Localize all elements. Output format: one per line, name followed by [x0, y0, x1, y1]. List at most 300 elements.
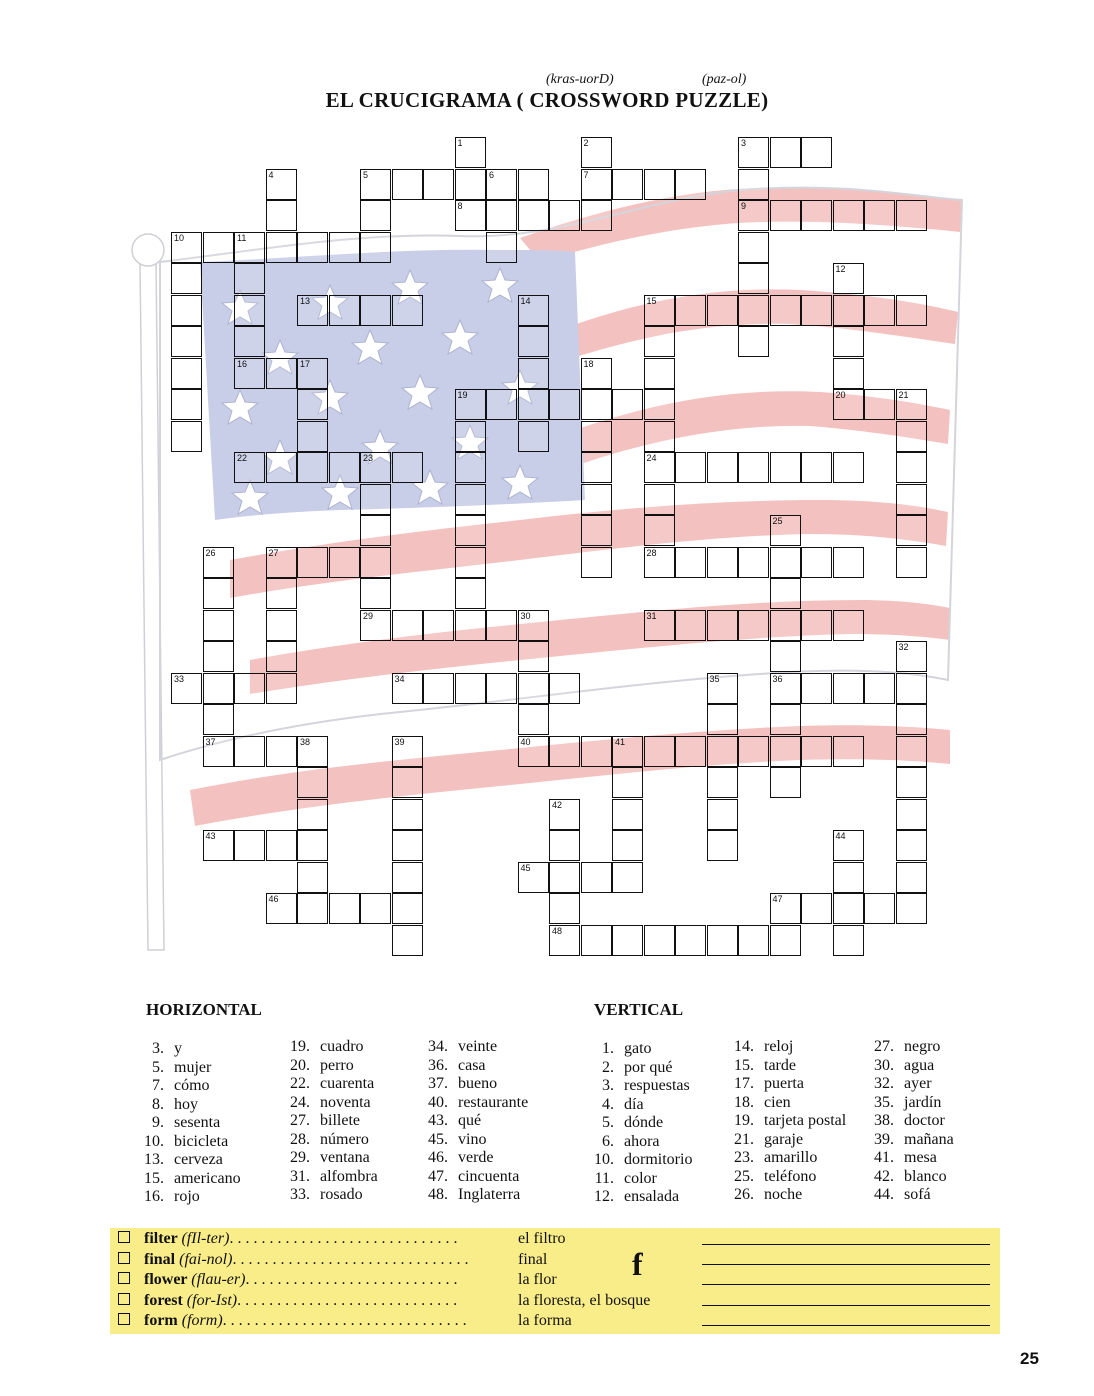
- crossword-cell[interactable]: [801, 893, 832, 924]
- clue-item: [590, 1114, 692, 1133]
- crossword-cell[interactable]: [455, 421, 486, 452]
- crossword-cell[interactable]: [738, 263, 769, 294]
- crossword-cell[interactable]: [738, 925, 769, 956]
- crossword-cell[interactable]: [707, 673, 738, 704]
- crossword-cell[interactable]: [171, 358, 202, 389]
- crossword-cell[interactable]: [360, 232, 391, 263]
- crossword-cell[interactable]: [707, 295, 738, 326]
- crossword-cell[interactable]: [833, 925, 864, 956]
- crossword-cell[interactable]: [707, 736, 738, 767]
- crossword-cell[interactable]: [707, 767, 738, 798]
- crossword-cell[interactable]: [266, 736, 297, 767]
- crossword-cell[interactable]: [297, 452, 328, 483]
- crossword-cell[interactable]: [297, 862, 328, 893]
- crossword-cell[interactable]: [833, 295, 864, 326]
- crossword-cell[interactable]: [203, 641, 234, 672]
- crossword-cell[interactable]: [549, 862, 580, 893]
- crossword-cell[interactable]: [738, 137, 769, 168]
- crossword-cell[interactable]: [518, 169, 549, 200]
- vocab-translation: final: [518, 1250, 548, 1268]
- crossword-cell[interactable]: [549, 830, 580, 861]
- crossword-cell[interactable]: [738, 547, 769, 578]
- crossword-cell[interactable]: [234, 736, 265, 767]
- crossword-cell[interactable]: [203, 610, 234, 641]
- crossword-cell[interactable]: [675, 925, 706, 956]
- crossword-cell[interactable]: [486, 673, 517, 704]
- crossword-cell[interactable]: [644, 421, 675, 452]
- vocab-word: flower: [144, 1271, 192, 1288]
- crossword-cell[interactable]: [360, 169, 391, 200]
- clue-num: 38.: [874, 1112, 894, 1129]
- vocab-pronunciation: (fai-nol): [179, 1250, 233, 1268]
- crossword-cell[interactable]: [423, 610, 454, 641]
- horizontal-clues-col-1: [140, 1040, 241, 1207]
- crossword-cell[interactable]: [833, 673, 864, 704]
- vocab-pronunciation: (form): [181, 1312, 223, 1329]
- clue-item: [424, 1057, 528, 1076]
- checkbox[interactable]: [118, 1293, 130, 1305]
- crossword-cell[interactable]: [423, 673, 454, 704]
- crossword-cell[interactable]: [644, 736, 675, 767]
- crossword-cell[interactable]: [455, 137, 486, 168]
- crossword-cell[interactable]: [360, 893, 391, 924]
- crossword-cell[interactable]: [770, 610, 801, 641]
- clue-item: [590, 1151, 692, 1170]
- crossword-cell[interactable]: [801, 673, 832, 704]
- crossword-cell[interactable]: [644, 452, 675, 483]
- clue-item: [140, 1114, 241, 1133]
- crossword-cell[interactable]: [171, 673, 202, 704]
- crossword-cell[interactable]: [329, 452, 360, 483]
- crossword-cell[interactable]: [644, 610, 675, 641]
- crossword-cell[interactable]: [896, 389, 927, 420]
- crossword-cell[interactable]: [707, 925, 738, 956]
- crossword-cell[interactable]: [770, 767, 801, 798]
- checkbox[interactable]: [118, 1231, 130, 1243]
- crossword-cell[interactable]: [360, 200, 391, 231]
- crossword-cell[interactable]: [864, 893, 895, 924]
- crossword-cell[interactable]: [833, 610, 864, 641]
- clue-num: 43.: [428, 1112, 448, 1129]
- crossword-cell[interactable]: [644, 295, 675, 326]
- clue-word: mesa: [900, 1149, 937, 1166]
- crossword-cell[interactable]: [518, 736, 549, 767]
- crossword-cell[interactable]: [171, 232, 202, 263]
- crossword-cell[interactable]: [896, 641, 927, 672]
- crossword-cell[interactable]: [234, 673, 265, 704]
- leader-dots: . . . . . . . . . . . . . . . . . . . . . . . . . . . . . .: [232, 1250, 469, 1268]
- clue-num: 5.: [152, 1058, 164, 1076]
- crossword-cell[interactable]: [896, 736, 927, 767]
- crossword-cell[interactable]: [896, 704, 927, 735]
- crossword-cell[interactable]: [392, 862, 423, 893]
- clue-num: 10.: [594, 1151, 614, 1168]
- crossword-cell[interactable]: [644, 326, 675, 357]
- crossword-cell[interactable]: [455, 452, 486, 483]
- crossword-cell[interactable]: [203, 673, 234, 704]
- clue-num: 3.: [152, 1040, 164, 1057]
- clue-number: 4: [268, 169, 274, 180]
- clue-number: 18: [583, 358, 594, 369]
- crossword-cell[interactable]: [801, 610, 832, 641]
- crossword-cell[interactable]: [896, 452, 927, 483]
- crossword-cell[interactable]: [518, 326, 549, 357]
- crossword-cell[interactable]: [833, 326, 864, 357]
- crossword-cell[interactable]: [297, 295, 328, 326]
- crossword-cell[interactable]: [455, 673, 486, 704]
- crossword-cell[interactable]: [675, 736, 706, 767]
- crossword-cell[interactable]: [738, 200, 769, 231]
- crossword-cell[interactable]: [518, 641, 549, 672]
- clue-number: 19: [457, 390, 468, 400]
- crossword-cell[interactable]: [675, 610, 706, 641]
- crossword-cell[interactable]: [644, 389, 675, 420]
- crossword-cell[interactable]: [864, 295, 895, 326]
- crossword-cell[interactable]: [549, 200, 580, 231]
- crossword-cell[interactable]: [518, 704, 549, 735]
- crossword-cell[interactable]: [896, 515, 927, 546]
- crossword-cell[interactable]: [203, 578, 234, 609]
- crossword-cell[interactable]: [896, 767, 927, 798]
- crossword-cell[interactable]: [518, 200, 549, 231]
- crossword-cell[interactable]: [360, 295, 391, 326]
- crossword-cell[interactable]: [518, 295, 549, 326]
- crossword-cell[interactable]: [360, 547, 391, 578]
- crossword-cell[interactable]: [392, 673, 423, 704]
- crossword-cell[interactable]: [297, 830, 328, 861]
- crossword-cell[interactable]: [234, 326, 265, 357]
- crossword-cell[interactable]: [297, 421, 328, 452]
- crossword-cell[interactable]: [581, 925, 612, 956]
- crossword-cell[interactable]: [770, 515, 801, 546]
- crossword-cell[interactable]: [612, 767, 643, 798]
- crossword-cell[interactable]: [833, 547, 864, 578]
- crossword-cell[interactable]: [612, 389, 643, 420]
- crossword-cell[interactable]: [203, 547, 234, 578]
- crossword-cell[interactable]: [234, 232, 265, 263]
- crossword-cell[interactable]: [266, 452, 297, 483]
- crossword-cell[interactable]: [171, 263, 202, 294]
- crossword-cell[interactable]: [392, 830, 423, 861]
- crossword-cell[interactable]: [644, 925, 675, 956]
- crossword-cell[interactable]: [266, 358, 297, 389]
- crossword-cell[interactable]: [581, 389, 612, 420]
- crossword-cell[interactable]: [455, 610, 486, 641]
- crossword-cell[interactable]: [738, 452, 769, 483]
- checkbox[interactable]: [118, 1313, 130, 1325]
- clue-number: 12: [835, 264, 846, 274]
- clue-number: 43: [205, 831, 216, 841]
- crossword-cell[interactable]: [234, 452, 265, 483]
- crossword-cell[interactable]: [801, 736, 832, 767]
- clue-item: [590, 1133, 692, 1152]
- crossword-cell[interactable]: [329, 232, 360, 263]
- crossword-cell[interactable]: [770, 736, 801, 767]
- crossword-cell[interactable]: [833, 452, 864, 483]
- crossword-cell[interactable]: [896, 547, 927, 578]
- crossword-cell[interactable]: [896, 200, 927, 231]
- clue-num: 15.: [144, 1169, 164, 1187]
- crossword-cell[interactable]: [833, 200, 864, 231]
- crossword-cell[interactable]: [707, 547, 738, 578]
- crossword-cell[interactable]: [266, 610, 297, 641]
- crossword-cell[interactable]: [864, 673, 895, 704]
- crossword-cell[interactable]: [738, 232, 769, 263]
- writing-line: [702, 1305, 990, 1306]
- crossword-cell[interactable]: [266, 641, 297, 672]
- crossword-cell[interactable]: [864, 389, 895, 420]
- crossword-cell[interactable]: [738, 610, 769, 641]
- crossword-cell[interactable]: [518, 358, 549, 389]
- crossword-cell[interactable]: [833, 893, 864, 924]
- crossword-cell[interactable]: [612, 169, 643, 200]
- crossword-cell[interactable]: [266, 673, 297, 704]
- crossword-cell[interactable]: [486, 200, 517, 231]
- crossword-cell[interactable]: [266, 200, 297, 231]
- crossword-cell[interactable]: [581, 515, 612, 546]
- crossword-cell[interactable]: [770, 925, 801, 956]
- clue-item: [286, 1131, 378, 1150]
- crossword-cell[interactable]: [896, 862, 927, 893]
- crossword-cell[interactable]: [549, 389, 580, 420]
- crossword-cell[interactable]: [896, 893, 927, 924]
- crossword-cell[interactable]: [234, 358, 265, 389]
- crossword-cell[interactable]: [455, 200, 486, 231]
- crossword-cell[interactable]: [549, 736, 580, 767]
- crossword-cell[interactable]: [864, 200, 895, 231]
- crossword-cell[interactable]: [360, 484, 391, 515]
- crossword-cell[interactable]: [392, 736, 423, 767]
- crossword-cell[interactable]: [896, 295, 927, 326]
- crossword-cell[interactable]: [266, 830, 297, 861]
- crossword-cell[interactable]: [549, 925, 580, 956]
- clue-number: 5: [363, 169, 369, 180]
- crossword-cell[interactable]: [266, 578, 297, 609]
- crossword-cell[interactable]: [392, 610, 423, 641]
- crossword-cell[interactable]: [581, 358, 612, 389]
- crossword-cell[interactable]: [675, 452, 706, 483]
- crossword-cell[interactable]: [896, 673, 927, 704]
- clue-num: 5.: [602, 1114, 614, 1131]
- crossword-cell[interactable]: [518, 421, 549, 452]
- crossword-cell[interactable]: [297, 767, 328, 798]
- crossword-cell[interactable]: [234, 295, 265, 326]
- crossword-cell[interactable]: [518, 673, 549, 704]
- crossword-cell[interactable]: [581, 137, 612, 168]
- crossword-cell[interactable]: [896, 830, 927, 861]
- clue-item: [870, 1112, 954, 1131]
- crossword-cell[interactable]: [833, 862, 864, 893]
- crossword-cell[interactable]: [486, 389, 517, 420]
- crossword-cell[interactable]: [644, 484, 675, 515]
- vocab-row: [118, 1292, 457, 1310]
- crossword-cell[interactable]: [675, 547, 706, 578]
- clue-num: 35.: [874, 1093, 894, 1111]
- crossword-cell[interactable]: [171, 421, 202, 452]
- crossword-cell[interactable]: [234, 263, 265, 294]
- crossword-cell[interactable]: [707, 610, 738, 641]
- crossword-cell[interactable]: [329, 295, 360, 326]
- crossword-cell[interactable]: [738, 326, 769, 357]
- crossword-cell[interactable]: [297, 232, 328, 263]
- crossword-cell[interactable]: [234, 830, 265, 861]
- clue-num: 29.: [290, 1149, 310, 1166]
- crossword-cell[interactable]: [581, 169, 612, 200]
- crossword-cell[interactable]: [549, 673, 580, 704]
- crossword-cell[interactable]: [392, 169, 423, 200]
- crossword-cell[interactable]: [833, 389, 864, 420]
- crossword-cell[interactable]: [581, 862, 612, 893]
- vertical-clues-col-3: [870, 1038, 954, 1205]
- vocab-translation: el filtro: [518, 1230, 566, 1247]
- crossword-cell[interactable]: [581, 736, 612, 767]
- crossword-cell[interactable]: [612, 925, 643, 956]
- crossword-cell[interactable]: [644, 358, 675, 389]
- crossword-cell[interactable]: [203, 830, 234, 861]
- crossword-cell[interactable]: [770, 893, 801, 924]
- crossword-cell[interactable]: [801, 295, 832, 326]
- checkbox[interactable]: [118, 1252, 130, 1264]
- crossword-cell[interactable]: [612, 830, 643, 861]
- crossword-cell[interactable]: [392, 295, 423, 326]
- crossword-cell[interactable]: [770, 673, 801, 704]
- crossword-cell[interactable]: [266, 547, 297, 578]
- vocab-pronunciation: (for-Ist): [186, 1291, 238, 1309]
- crossword-cell[interactable]: [329, 893, 360, 924]
- crossword-cell[interactable]: [801, 200, 832, 231]
- crossword-cell[interactable]: [392, 767, 423, 798]
- crossword-cell[interactable]: [203, 704, 234, 735]
- crossword-cell[interactable]: [549, 893, 580, 924]
- crossword-cell[interactable]: [707, 704, 738, 735]
- crossword-cell[interactable]: [360, 610, 391, 641]
- clue-item: [424, 1038, 528, 1057]
- crossword-cell[interactable]: [360, 578, 391, 609]
- crossword-cell[interactable]: [266, 232, 297, 263]
- crossword-cell[interactable]: [392, 799, 423, 830]
- checkbox[interactable]: [118, 1272, 130, 1284]
- clue-num: 15.: [734, 1056, 754, 1074]
- crossword-cell[interactable]: [581, 421, 612, 452]
- crossword-cell[interactable]: [738, 295, 769, 326]
- crossword-cell[interactable]: [455, 484, 486, 515]
- clue-word: ensalada: [620, 1188, 680, 1205]
- clue-item: [286, 1038, 378, 1057]
- crossword-cell[interactable]: [770, 704, 801, 735]
- crossword-cell[interactable]: [770, 641, 801, 672]
- crossword-cell[interactable]: [801, 547, 832, 578]
- crossword-cell[interactable]: [801, 137, 832, 168]
- crossword-cell[interactable]: [455, 515, 486, 546]
- crossword-cell[interactable]: [833, 736, 864, 767]
- crossword-cell[interactable]: [486, 169, 517, 200]
- crossword-cell[interactable]: [612, 799, 643, 830]
- crossword-cell[interactable]: [738, 736, 769, 767]
- crossword-cell[interactable]: [675, 169, 706, 200]
- crossword-cell[interactable]: [360, 452, 391, 483]
- clue-number: 13: [300, 295, 311, 306]
- crossword-cell[interactable]: [266, 893, 297, 924]
- crossword-cell[interactable]: [455, 547, 486, 578]
- crossword-cell[interactable]: [833, 358, 864, 389]
- crossword-cell[interactable]: [297, 547, 328, 578]
- crossword-cell[interactable]: [360, 515, 391, 546]
- crossword-cell[interactable]: [297, 358, 328, 389]
- crossword-cell[interactable]: [392, 925, 423, 956]
- crossword-cell[interactable]: [266, 169, 297, 200]
- crossword-cell[interactable]: [581, 547, 612, 578]
- crossword-cell[interactable]: [171, 389, 202, 420]
- crossword-cell[interactable]: [801, 452, 832, 483]
- crossword-cell[interactable]: [770, 452, 801, 483]
- crossword-cell[interactable]: [297, 799, 328, 830]
- crossword-cell[interactable]: [833, 263, 864, 294]
- crossword-cell[interactable]: [329, 547, 360, 578]
- crossword-cell[interactable]: [896, 421, 927, 452]
- crossword-cell[interactable]: [770, 547, 801, 578]
- vocab-row: [118, 1230, 457, 1248]
- crossword-cell[interactable]: [644, 515, 675, 546]
- crossword-cell[interactable]: [392, 893, 423, 924]
- crossword-cell[interactable]: [612, 736, 643, 767]
- clue-word: cómo: [170, 1077, 210, 1094]
- crossword-cell[interactable]: [549, 799, 580, 830]
- crossword-cell[interactable]: [297, 389, 328, 420]
- crossword-cell[interactable]: [297, 736, 328, 767]
- crossword-cell[interactable]: [612, 862, 643, 893]
- crossword-cell[interactable]: [518, 389, 549, 420]
- clue-word: alfombra: [316, 1167, 378, 1185]
- clue-item: [590, 1077, 692, 1096]
- crossword-cell[interactable]: [581, 200, 612, 231]
- crossword-cell[interactable]: [707, 799, 738, 830]
- crossword-cell[interactable]: [896, 799, 927, 830]
- crossword-cell[interactable]: [203, 736, 234, 767]
- crossword-cell[interactable]: [455, 578, 486, 609]
- crossword-cell[interactable]: [644, 547, 675, 578]
- crossword-cell[interactable]: [770, 578, 801, 609]
- crossword-cell[interactable]: [581, 452, 612, 483]
- crossword-cell[interactable]: [770, 295, 801, 326]
- crossword-cell[interactable]: [707, 830, 738, 861]
- crossword-cell[interactable]: [581, 484, 612, 515]
- clue-num: 3.: [602, 1077, 614, 1094]
- crossword-cell[interactable]: [392, 452, 423, 483]
- crossword-cell[interactable]: [770, 200, 801, 231]
- crossword-cell[interactable]: [486, 232, 517, 263]
- crossword-cell[interactable]: [518, 610, 549, 641]
- crossword-cell[interactable]: [203, 232, 234, 263]
- crossword-cell[interactable]: [707, 452, 738, 483]
- crossword-cell[interactable]: [455, 169, 486, 200]
- crossword-cell[interactable]: [738, 169, 769, 200]
- crossword-cell[interactable]: [486, 610, 517, 641]
- crossword-cell[interactable]: [171, 295, 202, 326]
- clue-num: 26.: [734, 1186, 754, 1203]
- crossword-cell[interactable]: [423, 169, 454, 200]
- crossword-cell[interactable]: [675, 295, 706, 326]
- crossword-cell[interactable]: [455, 389, 486, 420]
- clue-word: ayer: [900, 1075, 932, 1092]
- crossword-cell[interactable]: [171, 326, 202, 357]
- clue-num: 14.: [734, 1038, 754, 1055]
- crossword-cell[interactable]: [518, 862, 549, 893]
- crossword-cell[interactable]: [644, 169, 675, 200]
- crossword-cell[interactable]: [896, 484, 927, 515]
- crossword-cell[interactable]: [297, 893, 328, 924]
- crossword-cell[interactable]: [770, 137, 801, 168]
- crossword-cell[interactable]: [833, 830, 864, 861]
